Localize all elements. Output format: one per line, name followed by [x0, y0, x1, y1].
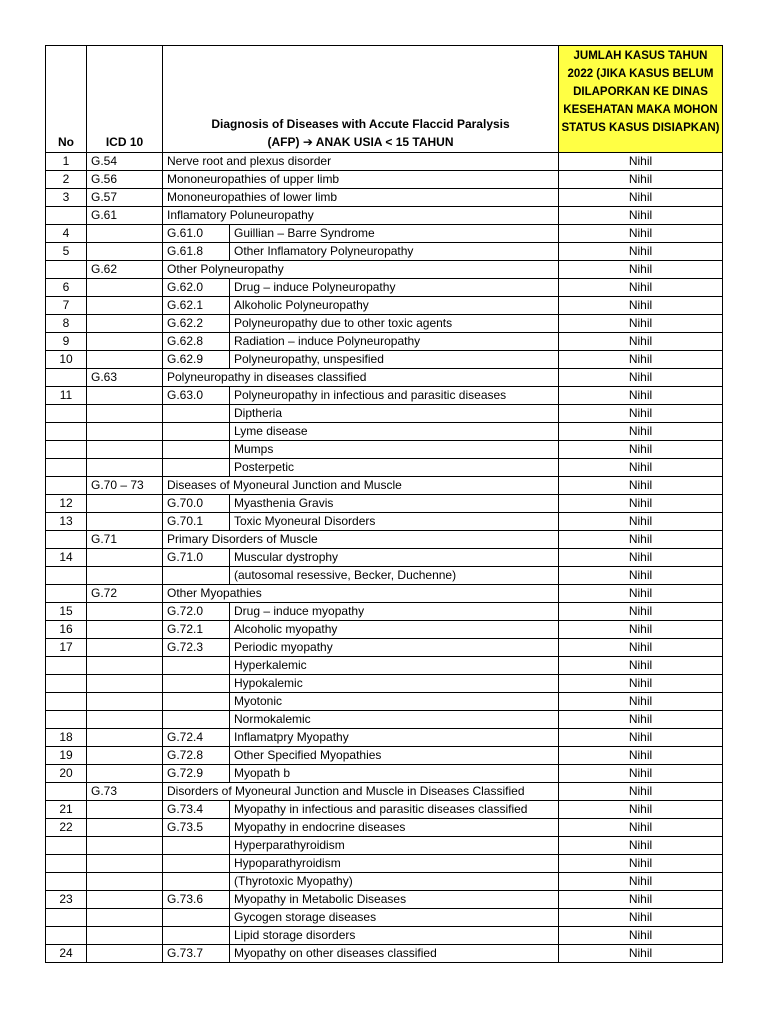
row-status: Nihil — [559, 891, 723, 909]
row-subcode — [163, 837, 230, 855]
table-row — [46, 621, 723, 639]
row-description: Mumps — [230, 441, 559, 459]
row-description: Muscular dystrophy — [230, 549, 559, 567]
row-description: Myopath b — [230, 765, 559, 783]
row-icd — [87, 873, 163, 891]
header-diagnosis-age: ANAK USIA < 15 TAHUN — [315, 135, 454, 149]
row-description: Polyneuropathy in diseases classified — [163, 369, 559, 387]
table-row — [46, 945, 723, 963]
row-no: 1 — [46, 153, 87, 171]
row-subcode: G.72.3 — [163, 639, 230, 657]
row-description: (Thyrotoxic Myopathy) — [230, 873, 559, 891]
row-no — [46, 261, 87, 279]
row-icd: G.70 – 73 — [87, 477, 163, 495]
row-description: Inflamatory Poluneuropathy — [163, 207, 559, 225]
row-status: Nihil — [559, 495, 723, 513]
row-no: 6 — [46, 279, 87, 297]
table-row — [46, 837, 723, 855]
row-status: Nihil — [559, 765, 723, 783]
table-row — [46, 315, 723, 333]
row-icd — [87, 693, 163, 711]
row-no — [46, 477, 87, 495]
header-icd: ICD 10 — [87, 46, 163, 153]
table-row — [46, 909, 723, 927]
row-description: Toxic Myoneural Disorders — [230, 513, 559, 531]
row-no: 21 — [46, 801, 87, 819]
row-no: 8 — [46, 315, 87, 333]
row-no: 12 — [46, 495, 87, 513]
row-description: Normokalemic — [230, 711, 559, 729]
row-description: Myopathy in Metabolic Diseases — [230, 891, 559, 909]
table-row — [46, 225, 723, 243]
row-no: 17 — [46, 639, 87, 657]
row-no — [46, 693, 87, 711]
table-row — [46, 801, 723, 819]
row-no — [46, 207, 87, 225]
row-icd: G.73 — [87, 783, 163, 801]
table-row — [46, 171, 723, 189]
row-status: Nihil — [559, 639, 723, 657]
table-row — [46, 585, 723, 603]
row-no — [46, 531, 87, 549]
row-description: Gycogen storage diseases — [230, 909, 559, 927]
row-icd: G.61 — [87, 207, 163, 225]
row-no: 5 — [46, 243, 87, 261]
row-status: Nihil — [559, 747, 723, 765]
header-no: No — [46, 46, 87, 153]
row-icd — [87, 765, 163, 783]
row-icd — [87, 801, 163, 819]
table-row — [46, 153, 723, 171]
row-icd — [87, 225, 163, 243]
row-description: Myopathy in endocrine diseases — [230, 819, 559, 837]
row-no — [46, 441, 87, 459]
row-description: Hyperkalemic — [230, 657, 559, 675]
row-status: Nihil — [559, 675, 723, 693]
table-body — [46, 46, 723, 963]
table-row — [46, 495, 723, 513]
row-subcode — [163, 441, 230, 459]
table-row — [46, 513, 723, 531]
row-description: Other Polyneuropathy — [163, 261, 559, 279]
row-status: Nihil — [559, 585, 723, 603]
row-subcode: G.71.0 — [163, 549, 230, 567]
table-row — [46, 351, 723, 369]
header-status: JUMLAH KASUS TAHUN 2022 (JIKA KASUS BELUM DILAPORKAN KE DINAS KESEHATAN MAKA MOHON STATUS KASUS DISIAPKAN) — [559, 46, 723, 153]
row-subcode — [163, 423, 230, 441]
table-row — [46, 711, 723, 729]
row-description: Periodic myopathy — [230, 639, 559, 657]
table-row — [46, 189, 723, 207]
row-description: Other Myopathies — [163, 585, 559, 603]
row-description: Disorders of Myoneural Junction and Muscle in Diseases Classified — [163, 783, 559, 801]
row-icd — [87, 495, 163, 513]
row-icd — [87, 747, 163, 765]
row-icd — [87, 675, 163, 693]
row-description: Myasthenia Gravis — [230, 495, 559, 513]
row-status: Nihil — [559, 603, 723, 621]
row-subcode: G.73.7 — [163, 945, 230, 963]
row-subcode: G.62.9 — [163, 351, 230, 369]
table-row — [46, 819, 723, 837]
row-icd — [87, 603, 163, 621]
header-diagnosis-line1: Diagnosis of Diseases with Accute Flaccid Paralysis — [211, 117, 510, 131]
row-status: Nihil — [559, 783, 723, 801]
table-row — [46, 423, 723, 441]
header-diagnosis-afp: (AFP) — [267, 135, 300, 149]
table-row — [46, 891, 723, 909]
row-status: Nihil — [559, 423, 723, 441]
row-no: 19 — [46, 747, 87, 765]
row-status: Nihil — [559, 315, 723, 333]
row-subcode: G.73.6 — [163, 891, 230, 909]
row-icd: G.54 — [87, 153, 163, 171]
row-subcode: G.72.8 — [163, 747, 230, 765]
table-row — [46, 567, 723, 585]
row-status: Nihil — [559, 657, 723, 675]
row-description: Other Inflamatory Polyneuropathy — [230, 243, 559, 261]
row-no — [46, 873, 87, 891]
row-icd — [87, 945, 163, 963]
row-description: Posterpetic — [230, 459, 559, 477]
table-row — [46, 855, 723, 873]
header-diagnosis — [163, 46, 559, 153]
row-no — [46, 855, 87, 873]
row-description: Hypokalemic — [230, 675, 559, 693]
table-row — [46, 657, 723, 675]
table-row — [46, 693, 723, 711]
row-no: 22 — [46, 819, 87, 837]
row-status: Nihil — [559, 549, 723, 567]
row-status: Nihil — [559, 387, 723, 405]
row-status: Nihil — [559, 945, 723, 963]
row-no: 23 — [46, 891, 87, 909]
row-no — [46, 927, 87, 945]
row-icd — [87, 711, 163, 729]
row-status: Nihil — [559, 207, 723, 225]
row-icd — [87, 423, 163, 441]
table-row — [46, 333, 723, 351]
row-icd — [87, 657, 163, 675]
row-icd — [87, 567, 163, 585]
row-no: 16 — [46, 621, 87, 639]
row-status: Nihil — [559, 477, 723, 495]
row-icd — [87, 315, 163, 333]
table-row — [46, 675, 723, 693]
row-description: Polyneuropathy in infectious and parasitic diseases — [230, 387, 559, 405]
row-status: Nihil — [559, 909, 723, 927]
row-status: Nihil — [559, 837, 723, 855]
row-subcode — [163, 927, 230, 945]
table-row — [46, 297, 723, 315]
row-icd — [87, 459, 163, 477]
row-description: Diseases of Myoneural Junction and Muscle — [163, 477, 559, 495]
row-subcode: G.61.0 — [163, 225, 230, 243]
row-subcode: G.61.8 — [163, 243, 230, 261]
row-no: 14 — [46, 549, 87, 567]
row-icd — [87, 351, 163, 369]
row-icd — [87, 639, 163, 657]
row-icd — [87, 837, 163, 855]
row-status: Nihil — [559, 297, 723, 315]
row-description: Radiation – induce Polyneuropathy — [230, 333, 559, 351]
table-row — [46, 243, 723, 261]
table-row — [46, 477, 723, 495]
row-no: 7 — [46, 297, 87, 315]
row-no — [46, 585, 87, 603]
table-row — [46, 873, 723, 891]
row-description: Diptheria — [230, 405, 559, 423]
row-subcode — [163, 873, 230, 891]
row-icd: G.63 — [87, 369, 163, 387]
row-subcode: G.72.0 — [163, 603, 230, 621]
row-description: Mononeuropathies of upper limb — [163, 171, 559, 189]
row-icd: G.57 — [87, 189, 163, 207]
row-no — [46, 909, 87, 927]
row-icd — [87, 549, 163, 567]
row-icd — [87, 243, 163, 261]
row-description: Primary Disorders of Muscle — [163, 531, 559, 549]
table-row — [46, 459, 723, 477]
row-description: Lyme disease — [230, 423, 559, 441]
row-no: 11 — [46, 387, 87, 405]
table-row — [46, 783, 723, 801]
row-status: Nihil — [559, 243, 723, 261]
table-row — [46, 441, 723, 459]
row-description: Alkoholic Polyneuropathy — [230, 297, 559, 315]
row-no: 4 — [46, 225, 87, 243]
row-subcode: G.73.4 — [163, 801, 230, 819]
table-row — [46, 387, 723, 405]
row-status: Nihil — [559, 369, 723, 387]
row-icd: G.72 — [87, 585, 163, 603]
row-description: Hyperparathyroidism — [230, 837, 559, 855]
row-status: Nihil — [559, 333, 723, 351]
table-row — [46, 549, 723, 567]
table-row — [46, 261, 723, 279]
table-row — [46, 369, 723, 387]
table-row — [46, 747, 723, 765]
row-status: Nihil — [559, 855, 723, 873]
row-icd — [87, 405, 163, 423]
row-subcode: G.62.0 — [163, 279, 230, 297]
row-subcode — [163, 855, 230, 873]
row-description: Polyneuropathy, unspesified — [230, 351, 559, 369]
table-row — [46, 207, 723, 225]
row-no: 13 — [46, 513, 87, 531]
row-icd — [87, 513, 163, 531]
row-subcode — [163, 711, 230, 729]
row-icd — [87, 819, 163, 837]
row-no — [46, 567, 87, 585]
row-description: Myopathy on other diseases classified — [230, 945, 559, 963]
row-description: Drug – induce Polyneuropathy — [230, 279, 559, 297]
row-status: Nihil — [559, 567, 723, 585]
row-subcode: G.62.2 — [163, 315, 230, 333]
row-subcode — [163, 405, 230, 423]
row-description: Other Specified Myopathies — [230, 747, 559, 765]
row-subcode: G.72.1 — [163, 621, 230, 639]
row-status: Nihil — [559, 261, 723, 279]
row-status: Nihil — [559, 153, 723, 171]
row-icd — [87, 927, 163, 945]
row-description: Mononeuropathies of lower limb — [163, 189, 559, 207]
row-subcode: G.72.9 — [163, 765, 230, 783]
row-no — [46, 459, 87, 477]
row-subcode: G.62.1 — [163, 297, 230, 315]
table-row — [46, 405, 723, 423]
row-status: Nihil — [559, 819, 723, 837]
table-row — [46, 531, 723, 549]
row-icd: G.62 — [87, 261, 163, 279]
row-icd: G.56 — [87, 171, 163, 189]
row-icd — [87, 297, 163, 315]
row-no: 3 — [46, 189, 87, 207]
row-description: (autosomal resessive, Becker, Duchenne) — [230, 567, 559, 585]
arrow-right-icon: ➔ — [302, 135, 313, 149]
table-row — [46, 927, 723, 945]
row-status: Nihil — [559, 171, 723, 189]
row-status: Nihil — [559, 225, 723, 243]
row-description: Polyneuropathy due to other toxic agents — [230, 315, 559, 333]
row-subcode: G.72.4 — [163, 729, 230, 747]
row-icd — [87, 441, 163, 459]
row-icd — [87, 909, 163, 927]
row-status: Nihil — [559, 711, 723, 729]
row-subcode — [163, 567, 230, 585]
row-description: Lipid storage disorders — [230, 927, 559, 945]
row-status: Nihil — [559, 459, 723, 477]
row-subcode: G.62.8 — [163, 333, 230, 351]
row-status: Nihil — [559, 441, 723, 459]
row-description: Nerve root and plexus disorder — [163, 153, 559, 171]
row-no: 15 — [46, 603, 87, 621]
row-subcode — [163, 459, 230, 477]
row-status: Nihil — [559, 351, 723, 369]
table-row — [46, 639, 723, 657]
row-status: Nihil — [559, 405, 723, 423]
row-subcode: G.73.5 — [163, 819, 230, 837]
row-no — [46, 837, 87, 855]
row-status: Nihil — [559, 513, 723, 531]
row-status: Nihil — [559, 801, 723, 819]
afp-diagnosis-table — [45, 45, 723, 963]
row-icd — [87, 855, 163, 873]
row-no: 10 — [46, 351, 87, 369]
row-icd — [87, 387, 163, 405]
table-row — [46, 603, 723, 621]
row-status: Nihil — [559, 693, 723, 711]
row-subcode — [163, 675, 230, 693]
row-no: 20 — [46, 765, 87, 783]
row-no: 24 — [46, 945, 87, 963]
row-status: Nihil — [559, 621, 723, 639]
row-no — [46, 423, 87, 441]
row-status: Nihil — [559, 279, 723, 297]
row-status: Nihil — [559, 531, 723, 549]
table-row — [46, 729, 723, 747]
row-no — [46, 657, 87, 675]
row-status: Nihil — [559, 729, 723, 747]
row-icd — [87, 333, 163, 351]
row-subcode: G.70.1 — [163, 513, 230, 531]
row-description: Drug – induce myopathy — [230, 603, 559, 621]
row-description: Myotonic — [230, 693, 559, 711]
row-no: 2 — [46, 171, 87, 189]
row-icd — [87, 621, 163, 639]
row-no — [46, 783, 87, 801]
row-no — [46, 711, 87, 729]
row-subcode: G.63.0 — [163, 387, 230, 405]
row-no — [46, 369, 87, 387]
table-row — [46, 279, 723, 297]
row-subcode — [163, 693, 230, 711]
row-description: Myopathy in infectious and parasitic diseases classified — [230, 801, 559, 819]
row-no: 9 — [46, 333, 87, 351]
row-description: Guillian – Barre Syndrome — [230, 225, 559, 243]
row-icd — [87, 891, 163, 909]
row-status: Nihil — [559, 873, 723, 891]
row-description: Hypoparathyroidism — [230, 855, 559, 873]
row-no — [46, 405, 87, 423]
header-row — [46, 46, 723, 153]
row-subcode — [163, 909, 230, 927]
row-description: Alcoholic myopathy — [230, 621, 559, 639]
row-description: Inflamatpry Myopathy — [230, 729, 559, 747]
row-status: Nihil — [559, 927, 723, 945]
table-row — [46, 765, 723, 783]
row-subcode: G.70.0 — [163, 495, 230, 513]
row-icd: G.71 — [87, 531, 163, 549]
row-status: Nihil — [559, 189, 723, 207]
row-no — [46, 675, 87, 693]
row-icd — [87, 729, 163, 747]
row-icd — [87, 279, 163, 297]
row-no: 18 — [46, 729, 87, 747]
row-subcode — [163, 657, 230, 675]
